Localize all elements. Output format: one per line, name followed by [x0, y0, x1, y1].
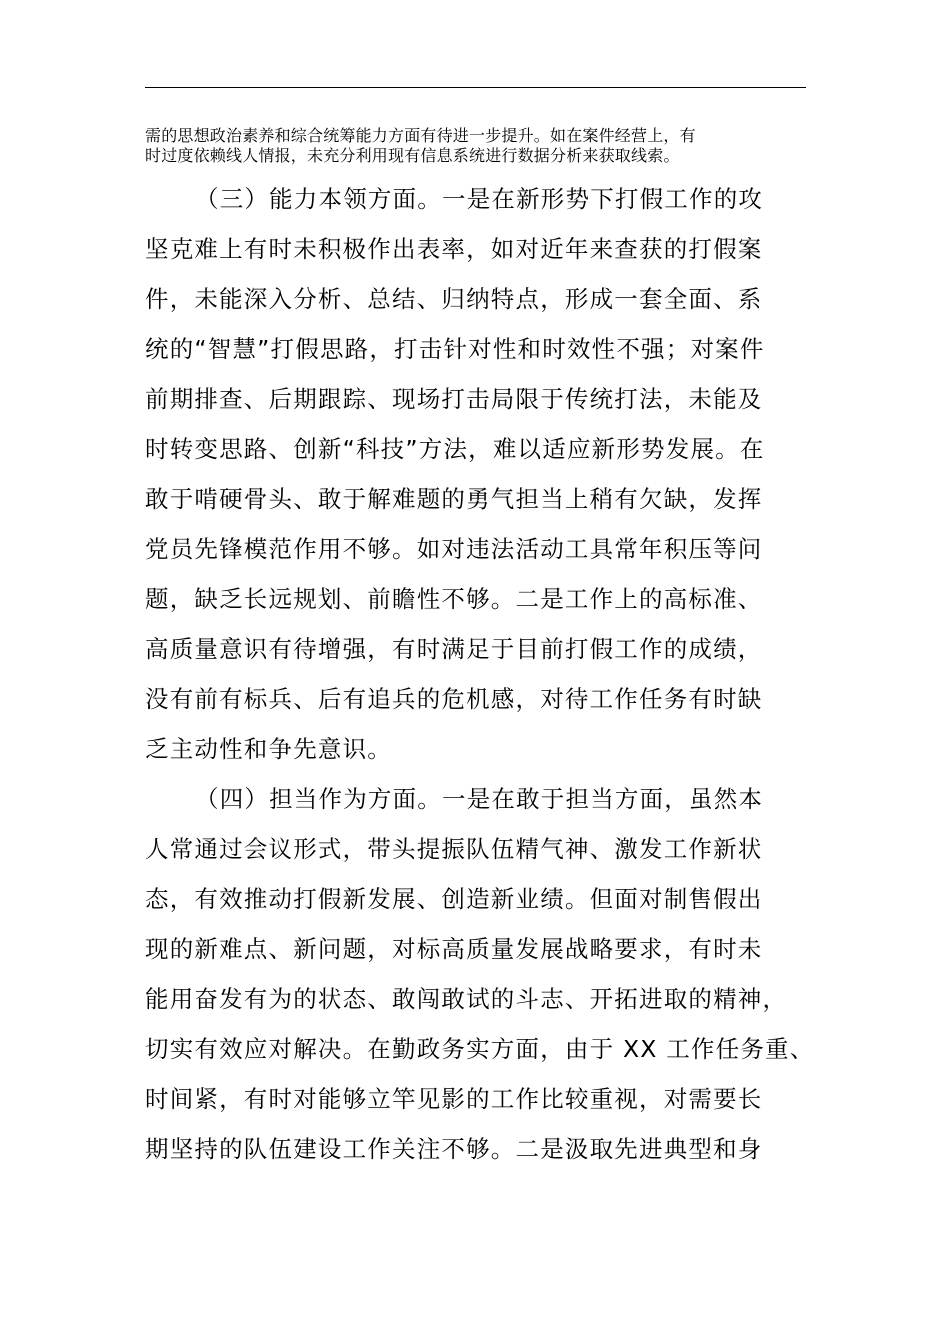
intro-line: 需的思想政治素养和综合统筹能力方面有待进一步提升。如在案件经营上，有 [145, 126, 696, 145]
body-line: 前期排查、后期跟踪、现场打击局限于传统打法，未能及 [145, 385, 763, 413]
body-line: 坚克难上有时未积极作出表率，如对近年来查获的打假案 [145, 235, 763, 263]
intro-paragraph [145, 126, 810, 166]
body-line: 时间紧，有时对能够立竿见影的工作比较重视，对需要长 [145, 1085, 763, 1113]
body-line: 时转变思路、创新“科技”方法，难以适应新形势发展。在 [145, 435, 765, 463]
body-line: 高质量意识有待增强，有时满足于目前打假工作的成绩， [145, 635, 763, 663]
intro-line: 时过度依赖线人情报，未充分利用现有信息系统进行数据分析来获取线索。 [145, 146, 680, 165]
body-line: 态，有效推动打假新发展、创造新业绩。但面对制售假出 [145, 885, 763, 913]
body-line: 没有前有标兵、后有追兵的危机感，对待工作任务有时缺 [145, 685, 763, 713]
body-line: 期坚持的队伍建设工作关注不够。二是汲取先进典型和身 [145, 1135, 763, 1163]
body-line: 党员先锋模范作用不够。如对违法活动工具常年积压等问 [145, 535, 763, 563]
section-three-heading-line: （三）能力本领方面。一是在新形势下打假工作的攻 [195, 185, 764, 213]
body-line: 题，缺乏长远规划、前瞻性不够。二是工作上的高标准、 [145, 585, 763, 613]
body-line: 切实有效应对解决。在勤政务实方面，由于 XX 工作任务重、 [145, 1035, 815, 1063]
body-line: 人常通过会议形式，带头提振队伍精气神、激发工作新状 [145, 835, 763, 863]
body-line: 现的新难点、新问题，对标高质量发展战略要求，有时未 [145, 935, 763, 963]
body-line: 能用奋发有为的状态、敢闯敢试的斗志、开拓进取的精神， [145, 985, 788, 1013]
body-line: 乏主动性和争先意识。 [145, 735, 392, 763]
body-line: 统的“智慧”打假思路，打击针对性和时效性不强；对案件 [145, 335, 765, 363]
body-line: 件，未能深入分析、总结、归纳特点，形成一套全面、系 [145, 285, 763, 313]
section-four-heading-line: （四）担当作为方面。一是在敢于担当方面，虽然本 [195, 785, 764, 813]
header-rule [145, 87, 806, 88]
body-line: 敢于啃硬骨头、敢于解难题的勇气担当上稍有欠缺，发挥 [145, 485, 763, 513]
